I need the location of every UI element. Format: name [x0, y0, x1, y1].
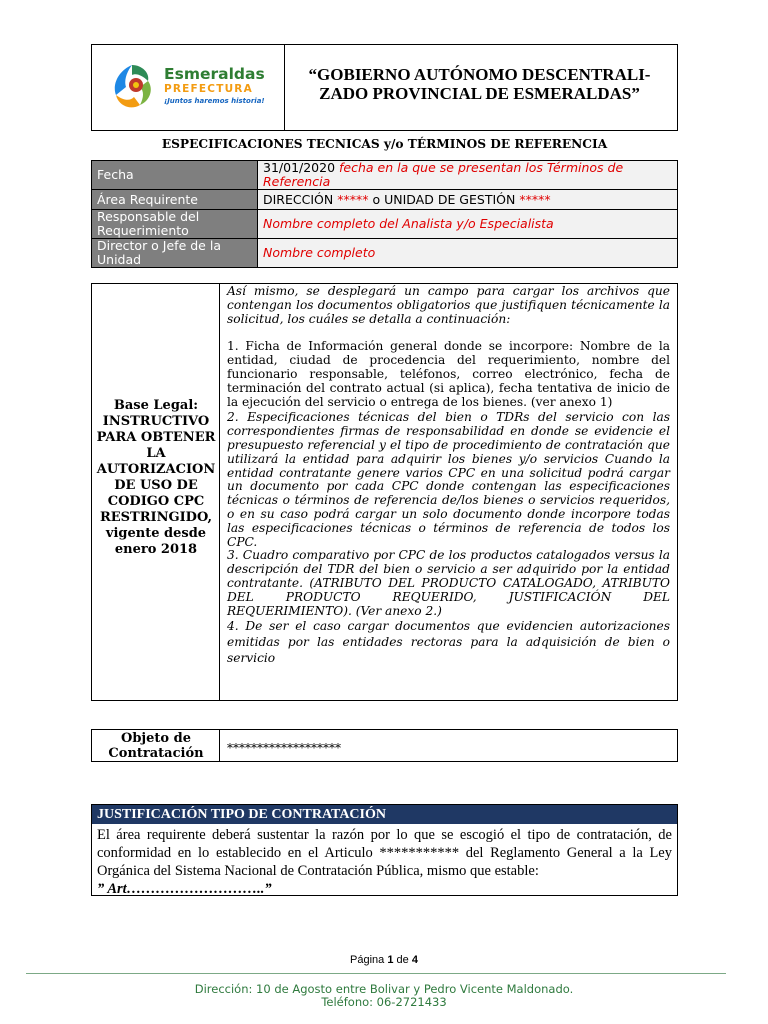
info-table — [91, 160, 678, 268]
logo-tagline: ¡Juntos haremos historia! — [164, 97, 265, 105]
table-row-fecha — [92, 161, 678, 190]
fecha-value — [258, 161, 678, 190]
director-value: Nombre completo — [258, 239, 678, 268]
fecha-date: 31/01/2020 — [263, 160, 336, 175]
responsable-value: Nombre completo del Analista y/o Especialista — [258, 210, 678, 239]
legal-item-4: 4. De ser el caso cargar documentos que evidencien autorizaciones emitidas por las entidades rectoras para la adquisición de bien o servicio — [227, 619, 670, 666]
header-title: “GOBIERNO AUTÓNOMO DESCENTRALI-ZADO PROVINCIAL DE ESMERALDAS” — [308, 65, 651, 103]
objeto-value: ******************* — [227, 741, 341, 755]
director-label: Director o Jefe de la Unidad — [92, 239, 258, 268]
footer-address — [0, 983, 768, 1008]
objeto-box — [91, 729, 678, 762]
legal-item-3: 3. Cuadro comparativo por CPC de los productos catalogados versus la descripción del TDR del bien o servicio a ser adquirido por la entidad contratante. (ATRIBUTO DEL PRODUCTO CATALOGADO, ATRIBUTO DEL PRODUCTO REQUERIDO, JUSTIFICACIÓN DEL REQUERIMIENTO). (Ver anexo 2.) — [227, 548, 670, 618]
logo-subtitle: PREFECTURA — [164, 83, 253, 95]
legal-spacer — [227, 326, 670, 340]
base-legal-box — [91, 283, 678, 701]
legal-intro: Así mismo, se desplegará un campo para cargar los archivos que contengan los documentos obligatorios que justifiquen técnicamente la solicitud, los cuáles se detalla a continuación: — [227, 284, 670, 326]
justificacion-heading: JUSTIFICACIÓN TIPO DE CONTRATACIÓN — [92, 805, 677, 824]
table-row-area — [92, 190, 678, 210]
prefectura-logo — [110, 57, 270, 117]
document-header — [91, 44, 678, 131]
area-direccion: DIRECCIÓN — [263, 191, 334, 207]
objeto-label: Objeto de Contratación — [108, 731, 204, 761]
spec-title: ESPECIFICACIONES TECNICAS y/o TÉRMINOS DE REFERENCIA — [161, 137, 608, 151]
objeto-divider — [219, 730, 220, 761]
header-divider — [284, 45, 285, 130]
legal-item-1: 1. Ficha de Información general donde se incorpore: Nombre de la entidad, ciudad de procedencia del requerimiento, nombre del funcionario responsable, teléfonos, correo electrónico, fecha de terminación del contrato actual (si aplica), fecha tentativa de inicio de la ejecución del servicio o entrega de los bienes. (ver anexo 1) — [227, 339, 670, 409]
area-unidad: o UNIDAD DE GESTIÓN — [372, 191, 516, 207]
area-stars-2: ***** — [519, 191, 551, 207]
justificacion-text: El área requirente deberá sustentar la razón por lo que se escogió el tipo de contratación, de conformidad en lo establecido en el Articulo *********** del Reglamento General a la Ley Orgánica del Sistema Nacional de Contratación Pública, mismo que estable: — [97, 827, 672, 879]
area-label: Área Requirente — [92, 190, 258, 210]
page-sep: de — [396, 954, 409, 966]
base-legal-text — [227, 285, 670, 666]
fecha-note: fecha en la que se presentan los Términos de Referencia — [263, 160, 624, 189]
area-value — [258, 190, 678, 210]
responsable-label: Responsable del Requerimiento — [92, 210, 258, 239]
fecha-label: Fecha — [92, 161, 258, 190]
justificacion-body — [97, 826, 672, 898]
page-current: 1 — [387, 954, 394, 966]
table-row-responsable — [92, 210, 678, 239]
legal-divider — [219, 284, 220, 700]
base-legal-label: Base Legal: INSTRUCTIVO PARA OBTENER LA AUTORIZACION DE USO DE CODIGO CPC RESTRINGIDO, vigente desde enero 2018 — [96, 398, 216, 557]
footer-phone: Teléfono: 06-2721433 — [321, 994, 447, 1009]
legal-item-2: 2. Especificaciones técnicas del bien o TDRs del servicio con las correspondientes firmas de responsabilidad en donde se evidencie el presupuesto referencial y el tipo de procedimiento de contratación que utilizará la entidad para adquirir los bienes y/o servicios Cuando la entidad contratante genere varios CPC en una solicitud podrá cargar un documento por cada CPC donde contengan las especificaciones técnicas o términos de referencia de/los bienes o servicios requeridos, o en su caso podrá cargar un solo documento donde incorpore todas las especificaciones técnicas o términos de referencia de todos los CPC. — [227, 410, 670, 549]
footer-divider — [26, 973, 726, 974]
footer-address-line: Dirección: 10 de Agosto entre Bolivar y Pedro Vicente Maldonado. — [194, 982, 574, 996]
area-stars-1: ***** — [337, 191, 369, 207]
table-row-director — [92, 239, 678, 268]
justificacion-box — [91, 804, 678, 896]
logo-brand: Esmeraldas — [164, 65, 265, 83]
justificacion-art: ” Art………………………..” — [97, 881, 272, 897]
page-total: 4 — [411, 954, 418, 966]
page-number — [0, 954, 768, 966]
page-prefix: Página — [350, 954, 385, 966]
